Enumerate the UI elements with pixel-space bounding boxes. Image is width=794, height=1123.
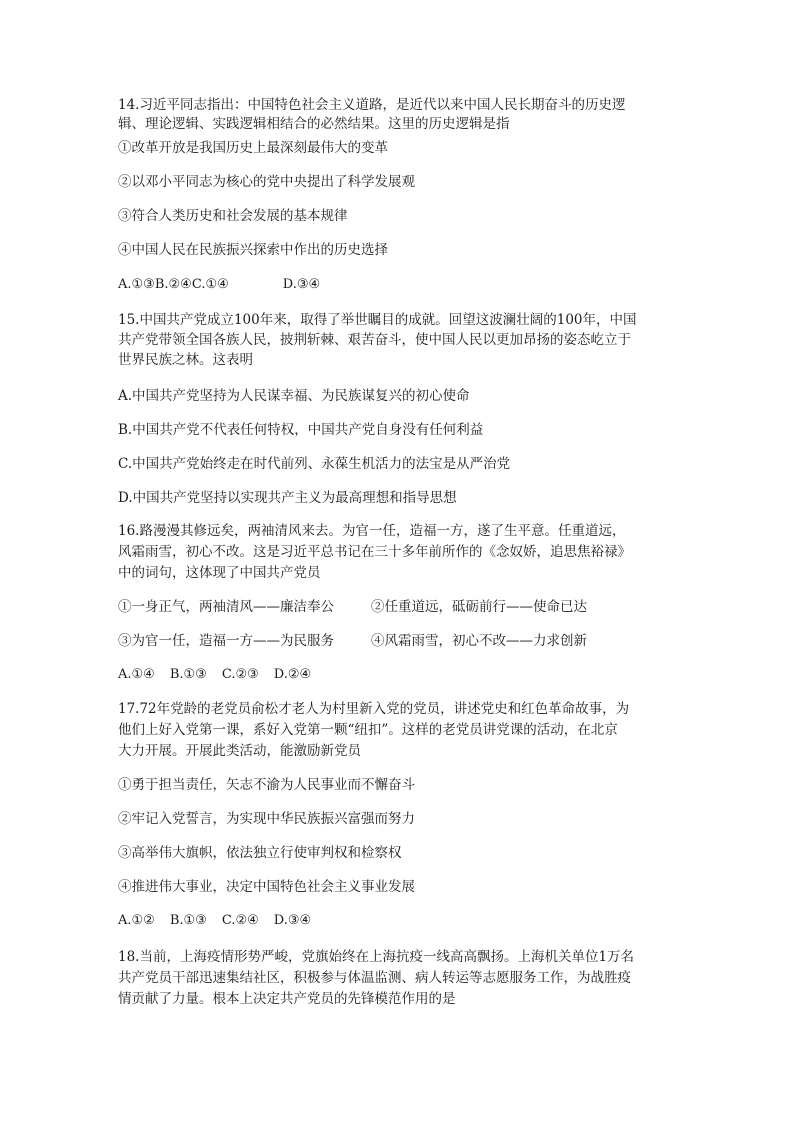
answer-c: C.①④ — [191, 277, 229, 292]
answer-d: D.③④ — [282, 277, 321, 292]
option-b: B.中国共产党不代表任何特权，中国共产党自身没有任何利益 — [118, 422, 484, 438]
answer-choices — [118, 276, 320, 294]
question-text-line: 中的词句，这体现了中国共产党员 — [118, 565, 321, 581]
option-2: ②牢记入党誓言，为实现中华民族振兴富强而努力 — [118, 811, 415, 827]
answer-a: A.①④ — [118, 667, 155, 682]
option-2: ②以邓小平同志为核心的党中央提出了科学发展观 — [118, 174, 415, 190]
question-text-line: 15.中国共产党成立100年来，取得了举世瞩目的成就。回望这波澜壮阔的100年，中国 — [118, 312, 637, 328]
option-3: ③为官一任，造福一方——为民服务 — [118, 633, 334, 649]
option-1: ①改革开放是我国历史上最深刻最伟大的变革 — [118, 140, 388, 156]
question-text-line: 世界民族之林。这表明 — [118, 352, 253, 368]
answer-c: C.②③ — [221, 667, 259, 682]
answer-b: B.①③ — [169, 913, 207, 928]
answer-b: B.①③ — [169, 667, 207, 682]
question-text-line: 大力开展。开展此类活动，能激励新党员 — [118, 743, 361, 759]
option-4: ④风霜雨雪，初心不改——力求创新 — [371, 633, 587, 649]
question-text-line: 14.习近平同志指出：中国特色社会主义道路，是近代以来中国人民长期奋斗的历史逻 — [118, 97, 626, 113]
question-text-line: 风霜雨雪，初心不改。这是习近平总书记在三十多年前所作的《念奴娇，追思焦裕禄》 — [118, 544, 631, 560]
answer-c: C.②④ — [221, 913, 259, 928]
option-4: ④中国人民在民族振兴探索中作出的历史选择 — [118, 242, 388, 258]
option-1: ①一身正气，两袖清风——廉洁奉公 — [118, 599, 334, 615]
question-text-line: 18.当前，上海疫情形势严峻，党旗始终在上海抗疫一线高高飘扬。上海机关单位1万名 — [118, 949, 635, 965]
option-3: ③高举伟大旗帜，依法独立行使审判权和检察权 — [118, 845, 402, 861]
question-text-line: 16.路漫漫其修远矣，两袖清风来去。为官一任，造福一方，遂了生平意。任重道远， — [118, 523, 626, 539]
option-2: ②任重道远，砥砺前行——使命已达 — [371, 599, 587, 615]
question-text-line: 他们上好入党第一课，系好入党第一颗“纽扣”。这样的老党员讲党课的活动，在北京 — [118, 722, 618, 738]
option-4: ④推进伟大事业，决定中国特色社会主义事业发展 — [118, 879, 415, 895]
answer-choices — [118, 666, 311, 684]
question-text-line: 共产党带领全国各族人民，披荆斩棘、艰苦奋斗，使中国人民以更加昂扬的姿态屹立于 — [118, 332, 631, 348]
option-3: ③符合人类历史和社会发展的基本规律 — [118, 208, 348, 224]
question-text-line: 共产党员干部迅速集结社区，积极参与体温监测、病人转运等志愿服务工作，为战胜疫 — [118, 970, 631, 986]
question-text-line: 情贡献了力量。根本上决定共产党员的先锋模范作用的是 — [118, 991, 456, 1007]
option-c: C.中国共产党始终走在时代前列、永葆生机活力的法宝是从严治党 — [118, 456, 511, 472]
answer-d: D.②④ — [273, 667, 312, 682]
answer-a: A.①③ — [118, 277, 155, 292]
answer-a: A.①② — [118, 913, 155, 928]
option-1: ①勇于担当责任，矢志不渝为人民事业而不懈奋斗 — [118, 777, 415, 793]
question-text-line: 辑、理论逻辑、实践逻辑相结合的必然结果。这里的历史逻辑是指 — [118, 116, 510, 132]
answer-choices — [118, 912, 311, 930]
answer-d: D.③④ — [273, 913, 312, 928]
answer-b: B.②④ — [154, 277, 192, 292]
question-text-line: 17.72年党龄的老党员俞松才老人为村里新入党的党员，讲述党史和红色革命故事，为 — [118, 701, 630, 717]
option-a: A.中国共产党坚持为人民谋幸福、为民族谋复兴的初心使命 — [118, 388, 470, 404]
option-d: D.中国共产党坚持以实现共产主义为最高理想和指导思想 — [118, 490, 457, 506]
